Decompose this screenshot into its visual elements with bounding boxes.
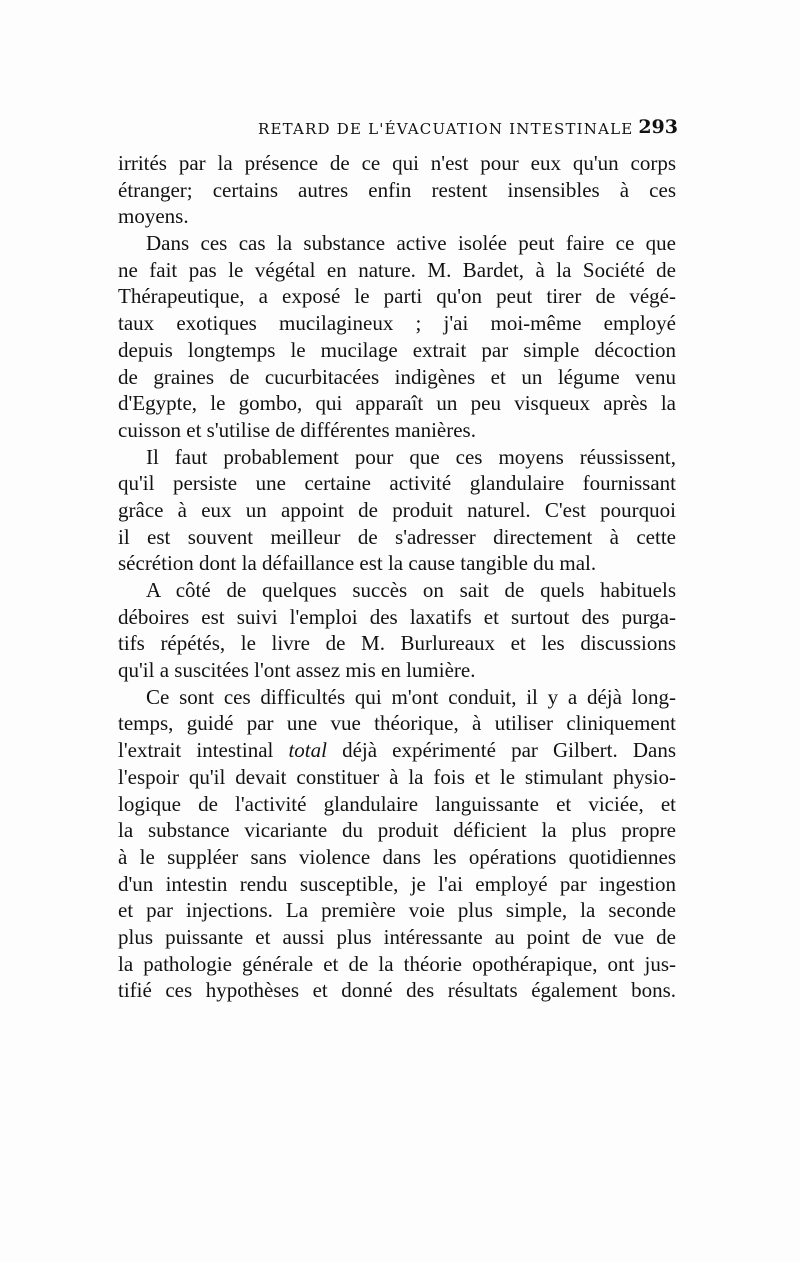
text-line: tifs répétés, le livre de M. Burlureaux et les discussions <box>118 631 676 656</box>
text-line: déboires est suivi l'emploi des laxatifs et surtout des purga- <box>118 604 676 629</box>
text-line: d'un intestin rendu susceptible, je l'ai employé par ingestion <box>118 871 676 896</box>
text-line: temps, guidé par une vue théorique, à utiliser cliniquement <box>118 711 676 736</box>
text-line: sécrétion dont la défaillance est la cause tangible du mal. <box>118 551 597 576</box>
text-line: la substance vicariante du produit déficient la plus propre <box>118 818 676 843</box>
text-line: logique de l'activité glandulaire languissante et viciée, et <box>118 791 676 816</box>
paragraph-start-line: A côté de quelques succès on sait de quels habituels <box>146 578 676 602</box>
text-line: qu'il persiste une certaine activité glandulaire fournissant <box>118 471 676 496</box>
text-line: d'Egypte, le gombo, qui apparaît un peu visqueux après la <box>118 391 676 416</box>
italic-term: total <box>288 738 327 763</box>
text-line: irrités par la présence de ce qui n'est pour eux qu'un corps <box>118 151 676 175</box>
page-header <box>120 116 678 142</box>
text-line: il est souvent meilleur de s'adresser directement à cette <box>118 524 676 549</box>
text-segment: l'extrait intestinal <box>118 738 274 763</box>
text-line: à le suppléer sans violence dans les opérations quotidiennes <box>118 844 676 869</box>
text-line: l'espoir qu'il devait constituer à la fois et le stimulant physio- <box>118 764 676 789</box>
text-line <box>118 737 676 764</box>
text-line: Thérapeutique, a exposé le parti qu'on peut tirer de végé- <box>118 284 676 309</box>
text-line: taux exotiques mucilagineux ; j'ai moi-même employé <box>118 311 676 336</box>
text-segment: déjà expérimenté par Gilbert. Dans <box>342 738 676 763</box>
text-line: étranger; certains autres enfin restent insensibles à ces <box>118 177 676 202</box>
text-line: plus puissante et aussi plus intéressante au point de vue de <box>118 924 676 949</box>
body-text <box>118 150 676 1004</box>
text-line: tifié ces hypothèses et donné des résultats également bons. <box>118 978 676 1003</box>
text-line: ne fait pas le végétal en nature. M. Bardet, à la Société de <box>118 257 676 282</box>
text-line: cuisson et s'utilise de différentes manières. <box>118 417 476 442</box>
text-line: grâce à eux un appoint de produit naturel. C'est pourquoi <box>118 497 676 522</box>
page-number: 293 <box>638 116 678 138</box>
text-line: depuis longtemps le mucilage extrait par simple décoction <box>118 337 676 362</box>
text-line: qu'il a suscitées l'ont assez mis en lumière. <box>118 658 476 683</box>
paragraph-start-line: Ce sont ces difficultés qui m'ont conduit, il y a déjà long- <box>146 684 676 709</box>
text-line: et par injections. La première voie plus simple, la seconde <box>118 898 676 923</box>
running-title: RETARD DE L'ÉVACUATION INTESTINALE <box>258 120 634 138</box>
text-line: moyens. <box>118 204 189 229</box>
text-line: de graines de cucurbitacées indigènes et un légume venu <box>118 364 676 389</box>
paragraph-start-line: Il faut probablement pour que ces moyens réussissent, <box>146 444 676 469</box>
text-line: la pathologie générale et de la théorie opothérapique, ont jus- <box>118 951 676 976</box>
paragraph-start-line: Dans ces cas la substance active isolée peut faire ce que <box>146 231 676 256</box>
